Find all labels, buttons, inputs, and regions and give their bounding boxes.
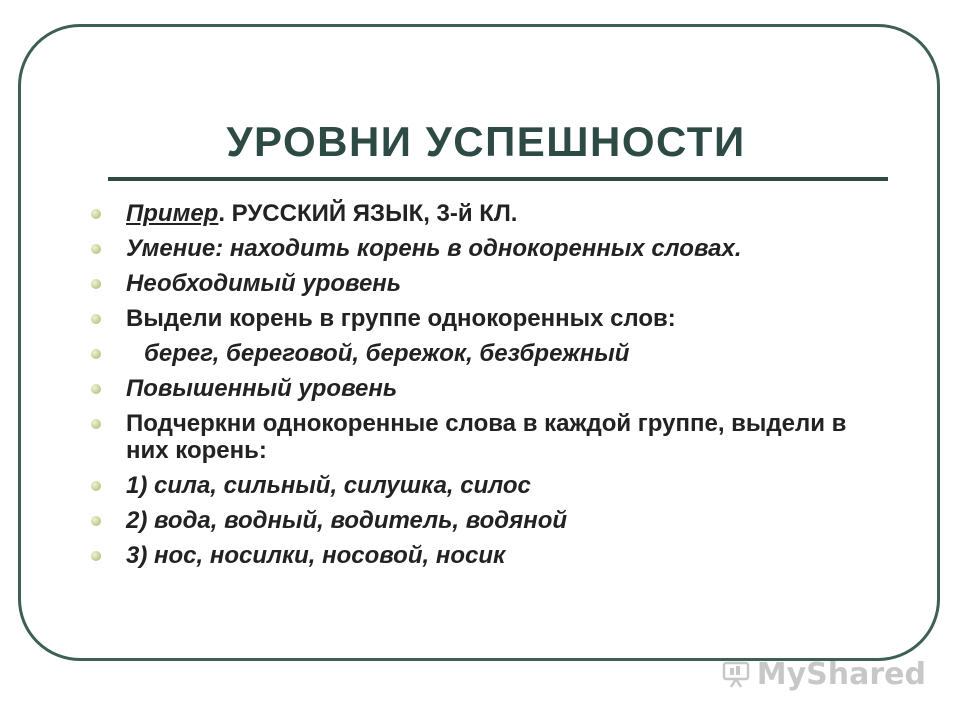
watermark <box>721 656 926 692</box>
skill-text: Умение: находить корень в однокоренных словах. <box>126 235 742 262</box>
list-item <box>90 507 850 534</box>
title-divider <box>108 177 888 181</box>
required-task-text: Выдели корень в группе однокоренных слов: <box>126 305 676 332</box>
list-item <box>90 410 850 464</box>
example-label: Пример <box>126 200 219 227</box>
bullet-icon <box>91 516 101 526</box>
slide-title: УРОВНИ УСПЕШНОСТИ <box>226 118 746 165</box>
list-item <box>90 270 850 297</box>
bullet-icon <box>91 244 101 254</box>
list-item <box>90 542 850 569</box>
bullet-icon <box>91 349 101 359</box>
list-item <box>90 305 850 332</box>
advanced-level-heading: Повышенный уровень <box>126 375 398 402</box>
watermark-text: MyShared <box>756 656 926 692</box>
bullet-icon <box>91 279 101 289</box>
word-group: берег, береговой, бережок, безбрежный <box>144 340 630 367</box>
word-group: 3) нос, носилки, носовой, носик <box>126 542 506 569</box>
bullet-list <box>90 200 850 577</box>
example-subject: . РУССКИЙ ЯЗЫК, 3-й КЛ. <box>218 200 518 227</box>
advanced-task-text: Подчеркни однокоренные слова в каждой группе, выдели в них корень: <box>126 410 847 464</box>
word-group: 1) сила, сильный, силушка, силос <box>126 472 531 499</box>
bullet-icon <box>91 314 101 324</box>
bullet-icon <box>91 551 101 561</box>
list-item <box>90 200 850 227</box>
word-group: 2) вода, водный, водитель, водяной <box>126 507 568 534</box>
bullet-icon <box>91 209 101 219</box>
list-item <box>90 472 850 499</box>
bullet-icon <box>91 481 101 491</box>
bullet-icon <box>91 419 101 429</box>
required-level-heading: Необходимый уровень <box>126 270 402 297</box>
presentation-icon <box>721 659 751 689</box>
bullet-icon <box>91 384 101 394</box>
list-item <box>90 375 850 402</box>
list-item <box>90 235 850 262</box>
list-item <box>90 340 850 367</box>
